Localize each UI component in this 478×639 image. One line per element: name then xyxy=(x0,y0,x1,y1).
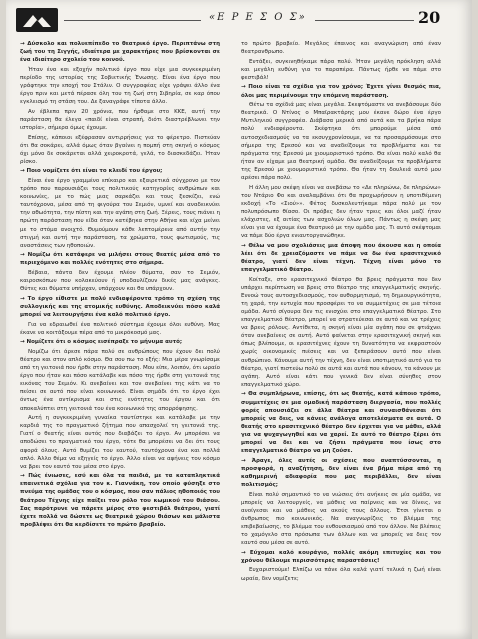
interview-question: → Θα συμπλήρωνα, επίσης, ότι ως θεατής, κατά κάποιο τρόπο, συμμετέχεις σε μια ομαδική παράσταση διεργασία, που πολλές φορές απουσιάζει σε άλλα θέατρα και συναισθάνεσαι ότι μπορείς να δεις, να κάνεις ανάλογα αποτελέσματα σε αυτά. Ο θεατής στο ερασιτεχνικό θέατρο δεν έρχεται για να μάθει, αλλά για να ψυχαγωγηθεί και να χαρεί. Σε αυτό το θέατρο ξέρει ότι μπορεί να δει και να ζήσει πράγματα που ίσως στο επαγγελματικό θέατρο να μη ζούσε. xyxy=(241,390,441,455)
magazine-title: «Ε Ρ Ε Σ Ο Σ» xyxy=(201,12,315,23)
article-paragraph: Η άλλη μου σκέψη είναι να ανεβάσω το «Δε πληρώνω, δε πληρώνω» του Ντάριο Φο και αναλαμβάνει ότι θα προχωρήσουν η υποτιθέμενη εκδοχή «Το «Σιού»». Φέτος δυσκολευτήκαμε πάρα πολύ με τον πολυπρόσωπο θίασο. Οι πρόβες δεν ήταν τρεις και όλοι μαζί ήταν ελάχιστες, εξ αιτίας των ασχολιών όλων μας. Πάντως η σκέψη μας είναι για να έχουμε ένα θεατρικό με την ομάδα μας. Τι αυτό σκέφτομαι να πάμε δύο έργα ενιαυτοργανώθηκε. xyxy=(241,184,441,240)
article-paragraph: Είναι πολύ σημαντικό το να νιώσεις ότι ανήκεις σε μία ομάδα, να μπορείς να λειτουργείς, να μάθεις να παίρνεις και να δίνεις, να ανοίγεσαι και να μάθεις να ακούς τους άλλους. Έτσι γίνεται ο άνθρωπος πιο κοινωνικός. Να αναγνωρίζεις το βλέμμα της επιβεβαίωσης, το βλέμμα του ενθουσιασμού από τον άλλον. Να βλέπεις το χαμόγελο στα πρόσωπα των άλλων και να μπορείς να δεις τον εαυτό σου μέσα σε αυτό. xyxy=(241,491,441,547)
interview-question: → Δύσκολο και πολυεπίπεδο το θεατρικό έργο. Περιπτάνω στη ζωή του τη Σιγγής, ιδιαίτερα με χαρακτήρες που βρίσκονται σε ένα ιδιαίτερο σχολείο του κοινού. xyxy=(20,40,220,64)
article-paragraph: Είναι ένα έργο γραμμένο επίκαιρο και εξαιρετικά σύγχρονο με τον τρόπο που παρουσιάζει τους πολιτικούς κατηγορίες ανθρώπων και κοινωνίες, με το πώς μιας σαρκάζει και τους ξεσκίζει, ενώ ταυτόχρονα, μέσα από τη φιγούρα του Σεμιόν, υμνεί και αναδεικνύει την αθωότητα, την πίστη και την αγάπη στη ζωή. Ξέρεις, τους πιάνει η πρώτη παράσταση που είδα όταν κατέβηκα στην Αθήνα και είχα μείνει με το στόμα ανοιχτό. Θυμούμουν κάθε λεπτομέρεια από αυτήν την στιγμή και αυτή την παράσταση, τα χρώματα, τους φωτισμούς, τις αναστάσεις των ηθοποιών. xyxy=(20,178,220,249)
page-header xyxy=(16,8,456,34)
interview-question: → Θέλω να μου σχολιάσεις μια άποψη που άκουσα και η οποία λέει ότι δε χρειαζόμαστε να πάμε να δω ένα ερασιτεχνικό θέατρο, γιατί δεν είναι τέχνη. Τέχνη είναι μόνο το επαγγελματικό θέατρο. xyxy=(241,242,441,274)
mountain-icon xyxy=(22,12,52,28)
article-paragraph: Επίσης, κάποιοι εξέφρασαν αντιρρήσεις για το φέρετρο. Πιστεύαν ότι θα σοκάρει, αλλά όμως όταν βγαίνει η πομπή στη σκηνή ο κόσμος όχι μόνο δε σοκάρεται αλλά χειροκροτά, γελά, το διασκεδάζει. Ήταν ρίσκο. xyxy=(20,134,220,165)
article-paragraph: Νομίζω ότι άρεσε πάρα πολύ σε ανθρώπους που έχουν δει πολύ θέατρο και στον απλό κόσμο. Θα σου πω το εξής: Μια μέρα γνωρίσαμε από τη γειτονιά που ήρθε στην παράσταση. Μου είπε, λοιπόν, ότι ωραίο έργο που ήταν και πόσο κατάλαβε και πόσο της ήρθε στη γειτονιά της εικόνας του Σεμιόν. Κι ανεβαίνει και τον ανεβαίνει της κάτι να το πείσει σε αυτό που είναι κοινωνικό. Είναι σημάδι ότι το έργο έχει όντως ένα αντίκρισμα και στις ενότητες του έργου και ότι αποκαλύπτει στη γειτονιά του ένα κοινωνικό της απορρόφησης. xyxy=(20,348,220,412)
page-number: 20 xyxy=(418,8,441,27)
article-paragraph: Ευχαριστούμε! Ελπίζω να πάνε όλα καλά γιατί τελικά η ζωή είναι ωραία, δεν νομίζετε; xyxy=(241,567,441,582)
article-paragraph: Βέβαια, πάντα δεν έχουμε πλέον θύματα, σαν το Σεμιόν, καιροσκόπων που κολακεύουν ή υποδαυλίζουν δικές μας ανάγκες. Θύτες και θύματα υπήρχαν, υπάρχουν και θα υπάρχουν. xyxy=(20,270,220,293)
article-paragraph: το πρώτο βραβείο. Μεγάλος έπαινος και αναγνώριση από έναν θεατρανθρωπο. xyxy=(241,41,441,56)
interview-question: → Το έργο είθιστε με πολύ ενδιαφέροντα τρόπο τη σχέση της συλλογικής και της ατομικής ευθύνης. Αποδεικνύει πόσο καλά μπορεί να λειτουργήσει ένα καλό πολιτικό έργο. xyxy=(20,295,220,319)
article-paragraph: Ήταν ένα και εξοχήν πολιτικό έργο που είχε μια συγκεκριμένη περίοδο της ιστορίας της Σοβιετικής Ένωσης. Είναι ένα έργο που γράφτηκε την εποχή του Στάλιν. Ο συγγραφέας είχε γράψει άλλο ένα έργο πριν και μετά πέρασε όλη του τη ζωή στη Σιβηρία, σε καρ όπου εγκλεισμό τη στάση του. Δε ξαναγράφε τίποτα άλλο. xyxy=(20,66,220,106)
right-column xyxy=(241,40,441,634)
article-paragraph: Θέτω τα σχέδιά μας είναι μεγάλα. Σκεφτόμαστε να ανεβάσουμε δύο θεατρικά. Ο Ντίνος ο Μπαϊρακτάρης μου έκανε δώρο ένα έργο Μυτιληνιού συγγραφέα. Διάβασα μερικά από αυτά και τα βρήκα πάρα πολύ ενδιαφέροντα. Σκέφτηκα ότι μπορούμε μέσα από αυτοσχεδιασμούς να τα εκσυγχρονίσουμε, να τα προσαρμόσουμε στο σήμερα της Ερεσού και να αναδείξουμε τα προβλήματα και τα πράγματα της Ερεσού με χιουμοριστικό τρόπο. Θα είναι πολύ καλό θα ήταν αν είχαμε μια θεατρική ομάδα. Θα αναδείξουμε τα προβλήματα της Ερεσού με χιουμοριστικό τρόπο. Θα ήταν τη δουλειά αυτό μου αρέσει πάρα πολύ. xyxy=(241,102,441,181)
article-paragraph: Αν έβλεπα πριν 20 χρόνια, που ήρθαμε στο ΚΚΕ, αυτή την παράσταση θα έλεγα «παιδί είναι στραπή, διότι διαστρέβλωνει την ιστορία», σήμερα όμως έχουμε. xyxy=(20,108,220,131)
article-paragraph: Κοίταξε, στο ερασιτεχνικό θέατρο θα βρεις πράγματα που δεν υπάρχει περίπτωση να βρεις στο θέατρο της επαγγελματικής σκηνής. Εννοώ τους αυτοσχεδιασμούς, τον αυθορμητισμό, τη δημιουργικότητα, τη χαρά, την ευτυχία που προσφέρει το να συμμετέχεις σε μια τέτοια ομάδα. Αυτό σίγουρα δεν τις ενισχύει στο επαγγελματικό θέατρο. Στο επαγγελματικό θέατρο, μπορεί να στρατεύεσαι σε αυτό και να τρέχεις να βρεις ρόλους. Αντίθετα, η σκηνή είναι μία αγάπη που σε φτιάχνει όταν ανεβαίνεις σε αυτή. Αυτό φαίνεται στην ερασιτεχνική σκηνή και όπως βλέπουμε, οι ερασιτέχνες έχουν τη δυνατότητα να εκφραστούν χωρίς οικονομικές πιέσεις και να ξεπεράσουν αυτό που είναι ανθρώπινο. Κάνουμε αυτή την τέχνη, δεν είναι υποτιμητικό αυτό για το θέατρο, γιατί πιστεύω πολύ σε αυτά και αυτά που κάνουν, τα κάνουν με αγάπη. Αυτό είναι κάτι που γενικά δεν είναι σύνηθες στον επαγγελματικό χώρο. xyxy=(241,276,441,388)
magazine-page xyxy=(6,0,472,639)
interview-question: → Πώς ένιωσες, εσύ και όλα τα παιδιά, με τα καταπληκτικά επαινετικά σχόλια για τον κ. Γιαννάκη, τον οποίο φύσηξε στο πνεύμα της ομάδας του ο κόσμος, που σαν πάλιος ηθοποιός του θεάτρου Τέχνης είχε παίξει τον ρόλο του κωμικού του θιάσου. Σας παρότρυνε να πάρετε μέρος στο φεστιβάλ θεάτρου, γιατί έχετε πολλά να δώσετε ως θεατρικά χώρου θιάσων και μάλιστα προβλέψει ότι θα κερδίσετε το πρώτο βραβείο. xyxy=(20,472,220,529)
article-paragraph: Εντάξει, συγκινηθήκαμε πάρα πολύ. Ήταν μεγάλη πρόκληση αλλά και μεγάλη ευθύνη για το παραπέρα. Πάντως ήρθε να πάμε στο φεστιβάλ! xyxy=(241,58,441,81)
interview-question: → Ποιο νομίζετε ότι είναι το κλειδί του έργου; xyxy=(20,167,220,175)
interview-question: → Άραγε, όλες αυτές οι σχέσεις που αναπτύσσονται, η προσφορά, η αναζήτηση, δεν είναι ένα βήμα πέρα από τη καθημερινή αδιαφορία που μας περιβάλλει, δεν είναι πολιτισμός; xyxy=(241,457,441,489)
interview-question: → Νομίζετε ότι ο κόσμος εισέπραξε το μήνυμα αυτό; xyxy=(20,338,220,346)
interview-question: → Ποιο είναι τα σχέδια για τον χρόνο; Έχετε γίνει θεσμός πια, όλοι μας περιμένουμε την επόμενη παράσταση. xyxy=(241,83,441,99)
interview-question: → Εύχομαι καλό κουράγιο, πολλές ακόμη επιτυχίες και του χρόνου θέλουμε περισσότερες παραστάσεις! xyxy=(241,549,441,565)
article-paragraph: Για να εδραιωθεί ένα πολιτικό σύστημα έχουμε όλοι ευθύνη. Μας έκανε να κοιτάξουμε πέρα από το μικρόκοσμό μας. xyxy=(20,321,220,336)
interview-question: → Νομίζω ότι κατάφερε να μιλήσει στους θεατές μέσα από το περιεχόμενο και πολλές ενότητες στο σήμερα. xyxy=(20,251,220,267)
magazine-logo xyxy=(16,8,58,32)
article-paragraph: Αυτή η συγκεκριμένη γυναίκα ταυτίστηκε και κατάλαβε με την καρδιά της το πραγματικό ζήτημα που απασχολεί τη γειτονιά της. Γιατί ο θεατής είναι αυτός που διαβάζει το έργο. Αν μπορέσει να αποδώσει το πραγματικό του έργο, τότε θα μπορέσει να δει ότι τους αφορά όλους. Αυτό θυμίζει του εαυτού, ταυτόχρονα ένα και πολλά απλό. Άλλο θέμα να εξηγείς το έργο. Άλλο είναι να αφήνεις τον κόσμο να βρει τον εαυτό του μέσα στο έργο. xyxy=(20,415,220,470)
left-column xyxy=(20,40,220,634)
